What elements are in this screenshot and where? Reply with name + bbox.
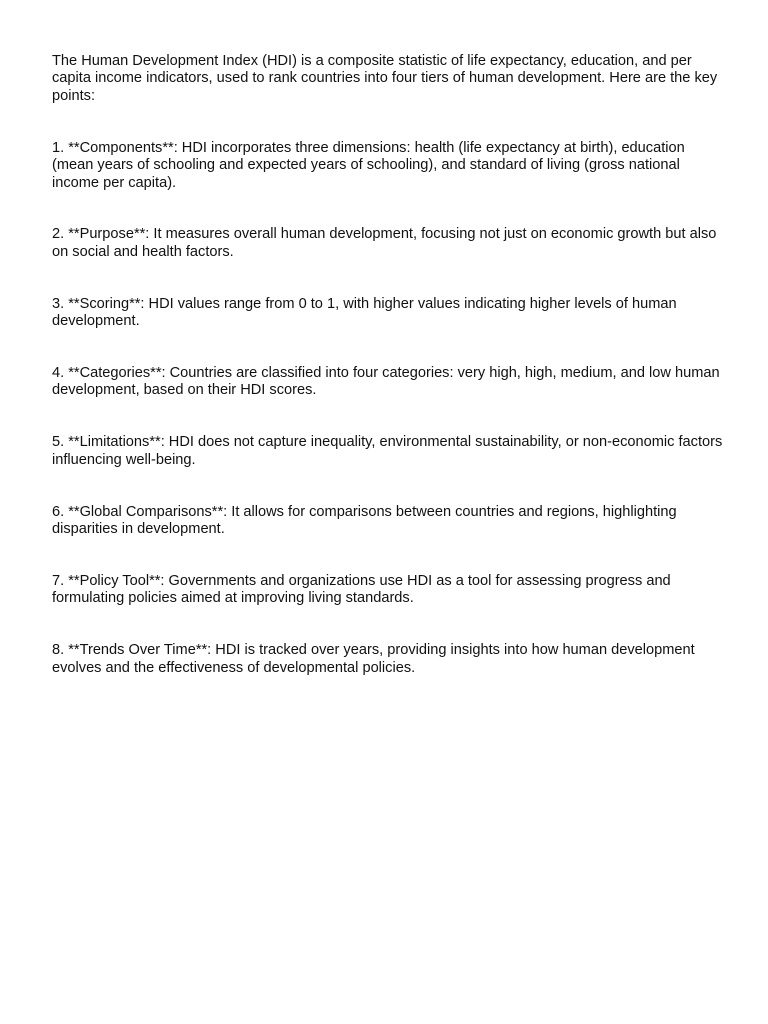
document-page (52, 53, 724, 677)
list-item: 3. **Scoring**: HDI values range from 0 to 1, with higher values indicating higher levels of human development. (52, 295, 677, 330)
intro-paragraph: The Human Development Index (HDI) is a composite statistic of life expectancy, education, and per capita income indicators, used to rank countries into four tiers of human development. Here are the key points: (52, 53, 718, 104)
list-item: 7. **Policy Tool**: Governments and organizations use HDI as a tool for assessing progress and formulating policies aimed at improving living standards. (52, 573, 671, 607)
list-item: 6. **Global Comparisons**: It allows for comparisons between countries and regions, highlighting disparities in development. (52, 503, 677, 538)
list-item: 5. **Limitations**: HDI does not capture inequality, environmental sustainability, or non-economic factors influencing well-being. (52, 434, 723, 468)
list-item: 2. **Purpose**: It measures overall human development, focusing not just on economic growth but also on social and health factors. (52, 226, 717, 260)
list-item: 8. **Trends Over Time**: HDI is tracked over years, providing insights into how human development evolves and the effectiveness of developmental policies. (52, 642, 695, 676)
list-item: 1. **Components**: HDI incorporates three dimensions: health (life expectancy at birth), education (mean years of schooling and expected years of schooling), and standard of living (gross national income per capita). (52, 139, 685, 191)
list-item: 4. **Categories**: Countries are classified into four categories: very high, high, medium, and low human development, based on their HDI scores. (52, 365, 720, 399)
